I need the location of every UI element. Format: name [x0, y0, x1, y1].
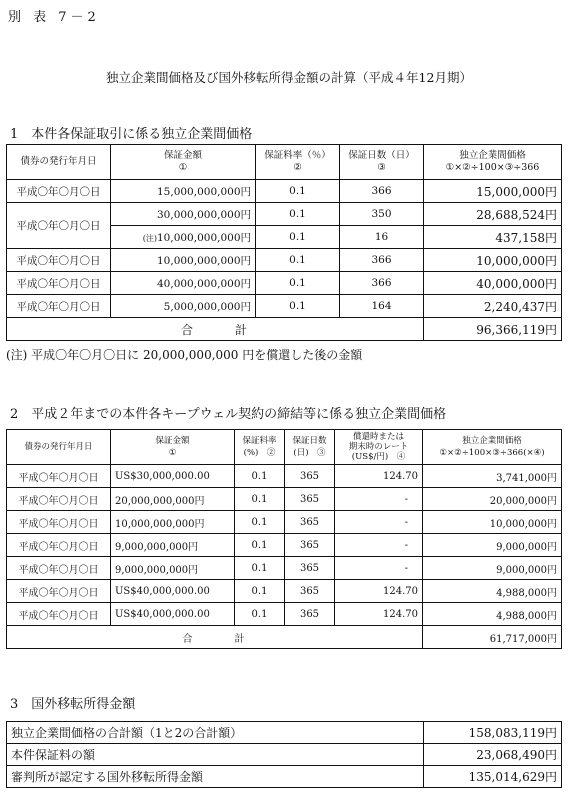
table-row	[7, 511, 562, 534]
page-label: 別 表 7－2	[8, 10, 100, 25]
guarantee-rate: 0.1	[235, 603, 285, 626]
guarantee-amount: 15,000,000,000円	[111, 180, 256, 203]
summary-value: 135,014,629円	[424, 766, 562, 788]
total-value: 96,366,119円	[424, 318, 562, 341]
arms-length-price: 15,000,000円	[424, 180, 562, 203]
arms-length-price: 3,741,000円	[423, 465, 562, 488]
table-row	[7, 249, 562, 272]
summary-label: 独立企業間価格の合計額（1と2の合計額）	[7, 722, 424, 744]
table-row	[7, 465, 562, 488]
table-row	[7, 272, 562, 295]
guarantee-rate: 0.1	[235, 580, 285, 603]
guarantee-amount: 10,000,000,000円	[111, 249, 256, 272]
transfer-income-table	[6, 721, 562, 788]
arms-length-price: 4,988,000円	[423, 580, 562, 603]
guarantee-rate: 0.1	[256, 226, 340, 249]
table-row	[7, 534, 562, 557]
guarantee-rate: 0.1	[235, 465, 285, 488]
guarantee-amount: US$40,000,000.00	[111, 603, 235, 626]
table-row	[7, 580, 562, 603]
guarantee-amount: US$30,000,000.00	[111, 465, 235, 488]
section3-title: 3 国外移転所得金額	[10, 697, 136, 712]
keepwell-table	[6, 429, 562, 649]
arms-length-price: 4,988,000円	[423, 603, 562, 626]
guarantee-days: 366	[340, 249, 424, 272]
header-arms-length-price: 独立企業間価格 ①×②÷100×③÷366	[424, 145, 562, 180]
arms-length-price: 10,000,000円	[424, 249, 562, 272]
guarantee-days: 366	[340, 272, 424, 295]
guarantee-amount: 9,000,000,000円	[111, 534, 235, 557]
table-row	[7, 744, 562, 766]
total-row	[7, 626, 562, 649]
guarantee-days: 16	[340, 226, 424, 249]
header-issue-date: 債券の発行年月日	[7, 430, 111, 465]
guarantee-days: 365	[285, 603, 335, 626]
table-row	[7, 180, 562, 203]
exchange-rate: 124.70	[335, 580, 423, 603]
table-row	[7, 603, 562, 626]
header-guarantee-rate: 保証料率 (%) ②	[235, 430, 285, 465]
total-label: 合 計	[7, 626, 423, 649]
guarantee-table	[6, 144, 562, 341]
guarantee-amount: 5,000,000,000円	[111, 295, 256, 318]
total-label: 合 計	[7, 318, 424, 341]
header-guarantee-amount: 保証金額 ①	[111, 145, 256, 180]
guarantee-amount: US$40,000,000.00	[111, 580, 235, 603]
header-guarantee-days: 保証日数 (日) ③	[285, 430, 335, 465]
guarantee-days: 365	[285, 534, 335, 557]
issue-date: 平成〇年〇月〇日	[7, 603, 111, 626]
arms-length-price: 9,000,000円	[423, 557, 562, 580]
table-header-row	[7, 145, 562, 180]
guarantee-amount: (注)10,000,000,000円	[111, 226, 256, 249]
guarantee-days: 365	[285, 488, 335, 511]
arms-length-price: 9,000,000円	[423, 534, 562, 557]
issue-date: 平成〇年〇月〇日	[7, 249, 111, 272]
guarantee-amount: 10,000,000,000円	[111, 511, 235, 534]
exchange-rate: -	[335, 488, 423, 511]
table-row	[7, 557, 562, 580]
header-guarantee-days: 保証日数（日） ③	[340, 145, 424, 180]
issue-date: 平成〇年〇月〇日	[7, 203, 111, 249]
arms-length-price: 20,000,000円	[423, 488, 562, 511]
header-issue-date: 債券の発行年月日	[7, 145, 111, 180]
issue-date: 平成〇年〇月〇日	[7, 557, 111, 580]
section1-title: 1 本件各保証取引に係る独立企業間価格	[10, 127, 253, 142]
total-value: 61,717,000円	[423, 626, 562, 649]
issue-date: 平成〇年〇月〇日	[7, 272, 111, 295]
guarantee-amount: 20,000,000,000円	[111, 488, 235, 511]
guarantee-rate: 0.1	[256, 203, 340, 226]
guarantee-days: 164	[340, 295, 424, 318]
guarantee-rate: 0.1	[235, 511, 285, 534]
exchange-rate: 124.70	[335, 465, 423, 488]
header-guarantee-rate: 保証料率（％） ②	[256, 145, 340, 180]
issue-date: 平成〇年〇月〇日	[7, 488, 111, 511]
header-arms-length-price: 独立企業間価格 ①×②÷100×③÷366(×④)	[423, 430, 562, 465]
table-row	[7, 766, 562, 788]
guarantee-days: 365	[285, 465, 335, 488]
guarantee-days: 365	[285, 511, 335, 534]
guarantee-days: 365	[285, 580, 335, 603]
summary-value: 23,068,490円	[424, 744, 562, 766]
exchange-rate: 124.70	[335, 603, 423, 626]
guarantee-rate: 0.1	[235, 557, 285, 580]
table-row	[7, 203, 562, 226]
total-row	[7, 318, 562, 341]
table-header-row	[7, 430, 562, 465]
table-row	[7, 295, 562, 318]
guarantee-days: 350	[340, 203, 424, 226]
guarantee-rate: 0.1	[235, 488, 285, 511]
summary-label: 審判所が認定する国外移転所得金額	[7, 766, 424, 788]
note-marker: (注)	[142, 233, 157, 243]
summary-label: 本件保証料の額	[7, 744, 424, 766]
issue-date: 平成〇年〇月〇日	[7, 295, 111, 318]
guarantee-days: 366	[340, 180, 424, 203]
document-title: 独立企業間価格及び国外移転所得金額の計算（平成４年12月期）	[106, 70, 472, 85]
arms-length-price: 10,000,000円	[423, 511, 562, 534]
header-guarantee-amount: 保証金額 ①	[111, 430, 235, 465]
guarantee-days: 365	[285, 557, 335, 580]
exchange-rate: -	[335, 511, 423, 534]
issue-date: 平成〇年〇月〇日	[7, 180, 111, 203]
summary-value: 158,083,119円	[424, 722, 562, 744]
guarantee-amount: 9,000,000,000円	[111, 557, 235, 580]
issue-date: 平成〇年〇月〇日	[7, 580, 111, 603]
table-row	[7, 722, 562, 744]
guarantee-rate: 0.1	[256, 295, 340, 318]
header-exchange-rate: 償還時または 期末時のレート (US$/円) ④	[335, 430, 423, 465]
issue-date: 平成〇年〇月〇日	[7, 511, 111, 534]
arms-length-price: 40,000,000円	[424, 272, 562, 295]
guarantee-amount: 30,000,000,000円	[111, 203, 256, 226]
arms-length-price: 28,688,524円	[424, 203, 562, 226]
arms-length-price: 2,240,437円	[424, 295, 562, 318]
guarantee-rate: 0.1	[235, 534, 285, 557]
arms-length-price: 437,158円	[424, 226, 562, 249]
guarantee-rate: 0.1	[256, 180, 340, 203]
footnote: (注) 平成〇年〇月〇日に 20,000,000,000 円を償還した後の金額	[6, 348, 363, 362]
table-row	[7, 488, 562, 511]
guarantee-amount: 40,000,000,000円	[111, 272, 256, 295]
guarantee-rate: 0.1	[256, 249, 340, 272]
guarantee-rate: 0.1	[256, 272, 340, 295]
section2-title: 2 平成２年までの本件各キープウェル契約の締結等に係る独立企業間価格	[10, 407, 447, 422]
exchange-rate: -	[335, 557, 423, 580]
issue-date: 平成〇年〇月〇日	[7, 534, 111, 557]
exchange-rate: -	[335, 534, 423, 557]
issue-date: 平成〇年〇月〇日	[7, 465, 111, 488]
